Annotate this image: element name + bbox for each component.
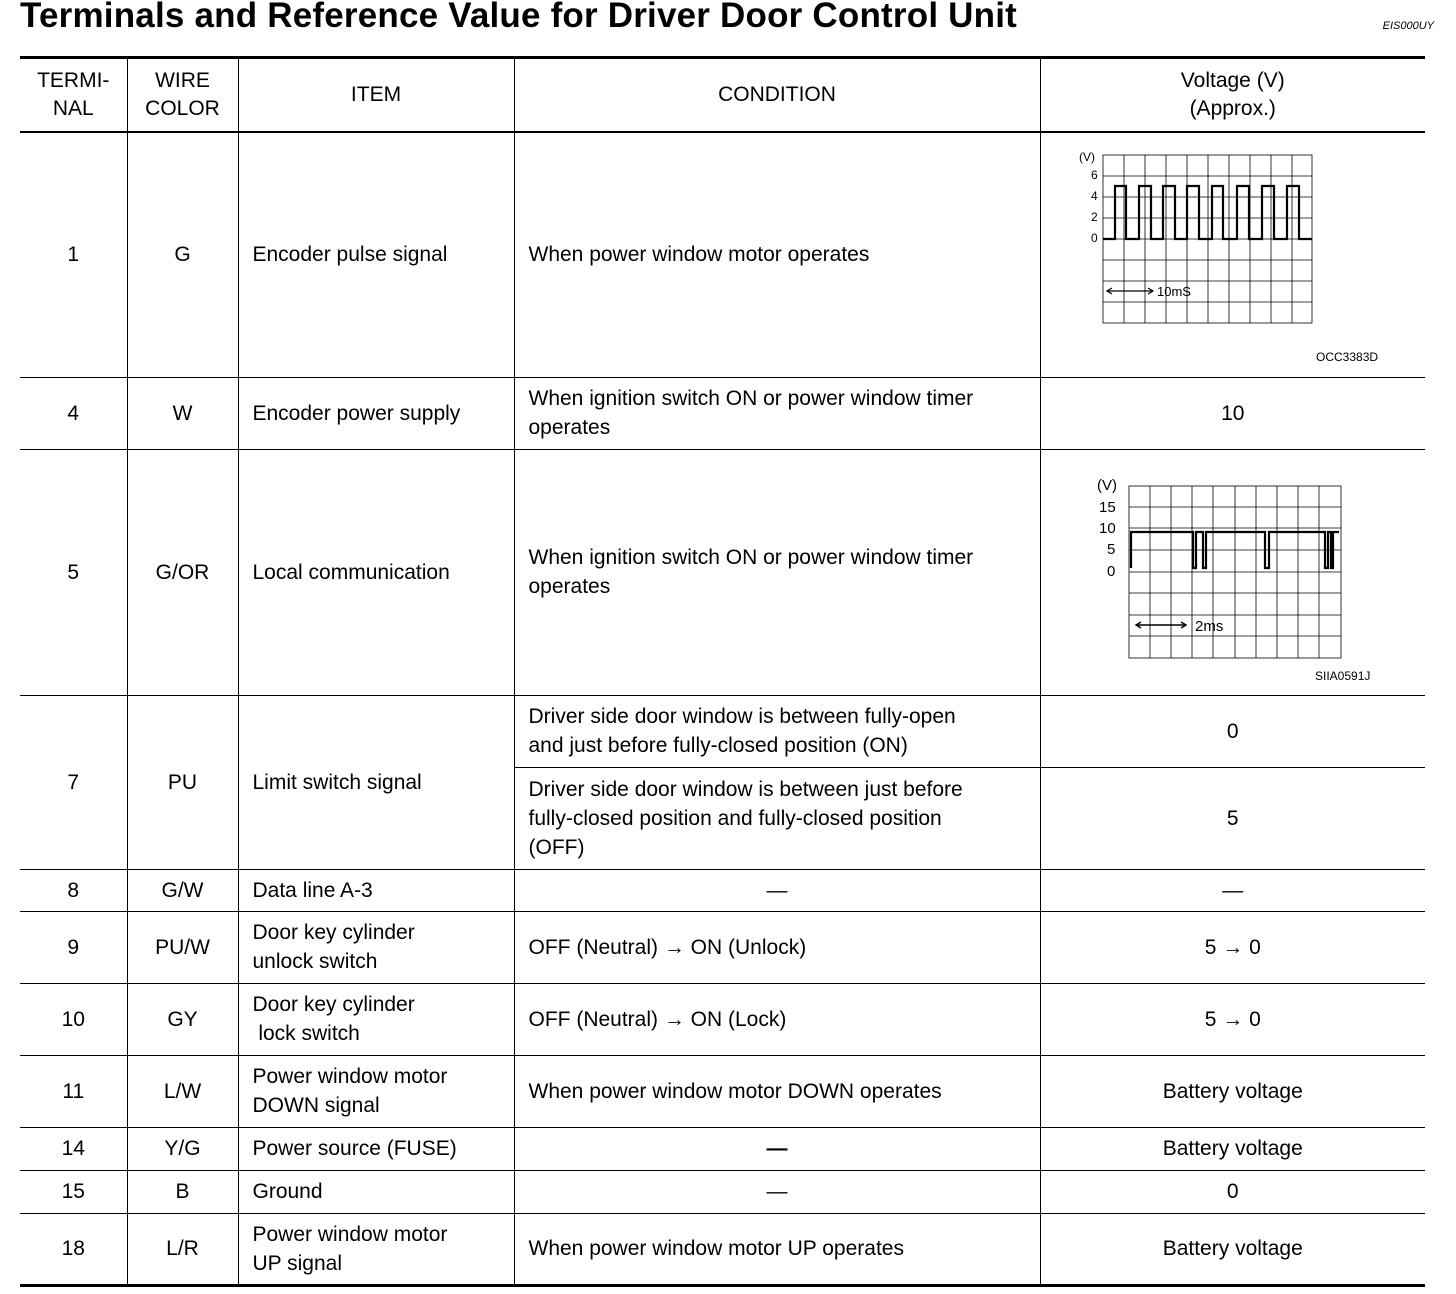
condition-cell: Driver side door window is between just before fully-closed position and fully-closed position (OFF) bbox=[514, 767, 1040, 869]
tick-label: 4 bbox=[1090, 188, 1098, 203]
wire-color-cell: PU/W bbox=[127, 911, 238, 983]
voltage-cell: Battery voltage bbox=[1040, 1127, 1425, 1170]
item-cell: Door key cylinder lock switch bbox=[238, 983, 514, 1055]
wire-color-cell: G/OR bbox=[127, 449, 238, 695]
page-title: Terminals and Reference Value for Driver Door Control Unit bbox=[20, 0, 1018, 35]
table-row bbox=[20, 911, 1425, 983]
header-terminal: TERMI- NAL bbox=[20, 58, 127, 132]
item-cell: Power window motor UP signal bbox=[238, 1213, 514, 1285]
oscilloscope-figure bbox=[1041, 450, 1426, 695]
table-row bbox=[20, 1127, 1425, 1170]
document-code: EIS000UY bbox=[1382, 20, 1434, 32]
item-cell: Encoder power supply bbox=[238, 377, 514, 449]
wire-color-cell: L/R bbox=[127, 1213, 238, 1285]
voltage-figure-cell bbox=[1040, 132, 1425, 378]
wire-color-cell: W bbox=[127, 377, 238, 449]
wire-color-cell: B bbox=[127, 1170, 238, 1213]
table-row bbox=[20, 377, 1425, 449]
voltage-figure-cell bbox=[1040, 449, 1425, 695]
item-cell: Power source (FUSE) bbox=[238, 1127, 514, 1170]
voltage-cell: Battery voltage bbox=[1040, 1213, 1425, 1285]
tick-label: 0 bbox=[1106, 562, 1115, 580]
table-row bbox=[20, 1213, 1425, 1285]
tick-label: 5 bbox=[1106, 540, 1115, 558]
header-wire-color: WIRE COLOR bbox=[127, 58, 238, 132]
terminal-cell: 14 bbox=[20, 1127, 127, 1170]
voltage-cell: 5 bbox=[1040, 767, 1425, 869]
table-row bbox=[20, 869, 1425, 911]
header-item: ITEM bbox=[238, 58, 514, 132]
terminal-cell: 10 bbox=[20, 983, 127, 1055]
terminal-cell: 4 bbox=[20, 377, 127, 449]
tick-label: 0 bbox=[1090, 230, 1098, 245]
voltage-cell: 10 bbox=[1040, 377, 1425, 449]
voltage-cell: 0 bbox=[1040, 1170, 1425, 1213]
figure-code: OCC3383D bbox=[1315, 349, 1378, 364]
condition-cell: When power window motor UP operates bbox=[514, 1213, 1040, 1285]
table-header-row bbox=[20, 58, 1425, 132]
table-row bbox=[20, 1055, 1425, 1127]
figure-code: SIIA0591J bbox=[1314, 668, 1370, 683]
voltage-cell: 5 → 0 bbox=[1040, 911, 1425, 983]
terminal-cell: 8 bbox=[20, 869, 127, 911]
terminal-cell: 9 bbox=[20, 911, 127, 983]
condition-cell: OFF (Neutral) → ON (Unlock) bbox=[514, 911, 1040, 983]
terminal-cell: 1 bbox=[20, 132, 127, 378]
wire-color-cell: L/W bbox=[127, 1055, 238, 1127]
condition-cell: — bbox=[514, 869, 1040, 911]
item-cell: Ground bbox=[238, 1170, 514, 1213]
tick-label: 2 bbox=[1090, 209, 1098, 224]
item-cell: Data line A-3 bbox=[238, 869, 514, 911]
item-cell: Door key cylinder unlock switch bbox=[238, 911, 514, 983]
item-cell: Limit switch signal bbox=[238, 695, 514, 869]
local-communication-waveform bbox=[1041, 450, 1425, 695]
oscilloscope-figure bbox=[1041, 133, 1426, 377]
table-row bbox=[20, 695, 1425, 767]
condition-cell: — bbox=[514, 1127, 1040, 1170]
condition-cell: OFF (Neutral) → ON (Lock) bbox=[514, 983, 1040, 1055]
time-scale-label: 10mS bbox=[1156, 283, 1191, 299]
table-row bbox=[20, 983, 1425, 1055]
voltage-cell: 0 bbox=[1040, 695, 1425, 767]
voltage-cell: Battery voltage bbox=[1040, 1055, 1425, 1127]
condition-cell: When power window motor operates bbox=[514, 132, 1040, 378]
tick-label: 6 bbox=[1090, 167, 1098, 182]
voltage-cell: — bbox=[1040, 869, 1425, 911]
terminal-cell: 15 bbox=[20, 1170, 127, 1213]
item-cell: Encoder pulse signal bbox=[238, 132, 514, 378]
header-voltage: Voltage (V) (Approx.) bbox=[1040, 58, 1425, 132]
item-cell: Power window motor DOWN signal bbox=[238, 1055, 514, 1127]
table-row bbox=[20, 449, 1425, 695]
time-scale-label: 2ms bbox=[1194, 617, 1223, 635]
axis-unit: (V) bbox=[1078, 149, 1095, 164]
wire-color-cell: G bbox=[127, 132, 238, 378]
terminal-cell: 5 bbox=[20, 449, 127, 695]
wire-color-cell: GY bbox=[127, 983, 238, 1055]
axis-unit: (V) bbox=[1096, 476, 1117, 494]
terminal-reference-table bbox=[20, 56, 1425, 1287]
table-row bbox=[20, 1170, 1425, 1213]
item-cell: Local communication bbox=[238, 449, 514, 695]
terminal-cell: 7 bbox=[20, 695, 127, 869]
wire-color-cell: G/W bbox=[127, 869, 238, 911]
condition-cell: When ignition switch ON or power window timer operates bbox=[514, 377, 1040, 449]
wire-color-cell: PU bbox=[127, 695, 238, 869]
terminal-cell: 18 bbox=[20, 1213, 127, 1285]
voltage-cell: 5 → 0 bbox=[1040, 983, 1425, 1055]
condition-cell: Driver side door window is between fully-open and just before fully-closed position (ON) bbox=[514, 695, 1040, 767]
tick-label: 15 bbox=[1098, 498, 1116, 516]
tick-label: 10 bbox=[1098, 519, 1116, 537]
table-row bbox=[20, 132, 1425, 378]
header-condition: CONDITION bbox=[514, 58, 1040, 132]
terminal-cell: 11 bbox=[20, 1055, 127, 1127]
wire-color-cell: Y/G bbox=[127, 1127, 238, 1170]
condition-cell: When power window motor DOWN operates bbox=[514, 1055, 1040, 1127]
encoder-pulse-waveform bbox=[1041, 133, 1425, 377]
condition-cell: — bbox=[514, 1170, 1040, 1213]
condition-cell: When ignition switch ON or power window timer operates bbox=[514, 449, 1040, 695]
